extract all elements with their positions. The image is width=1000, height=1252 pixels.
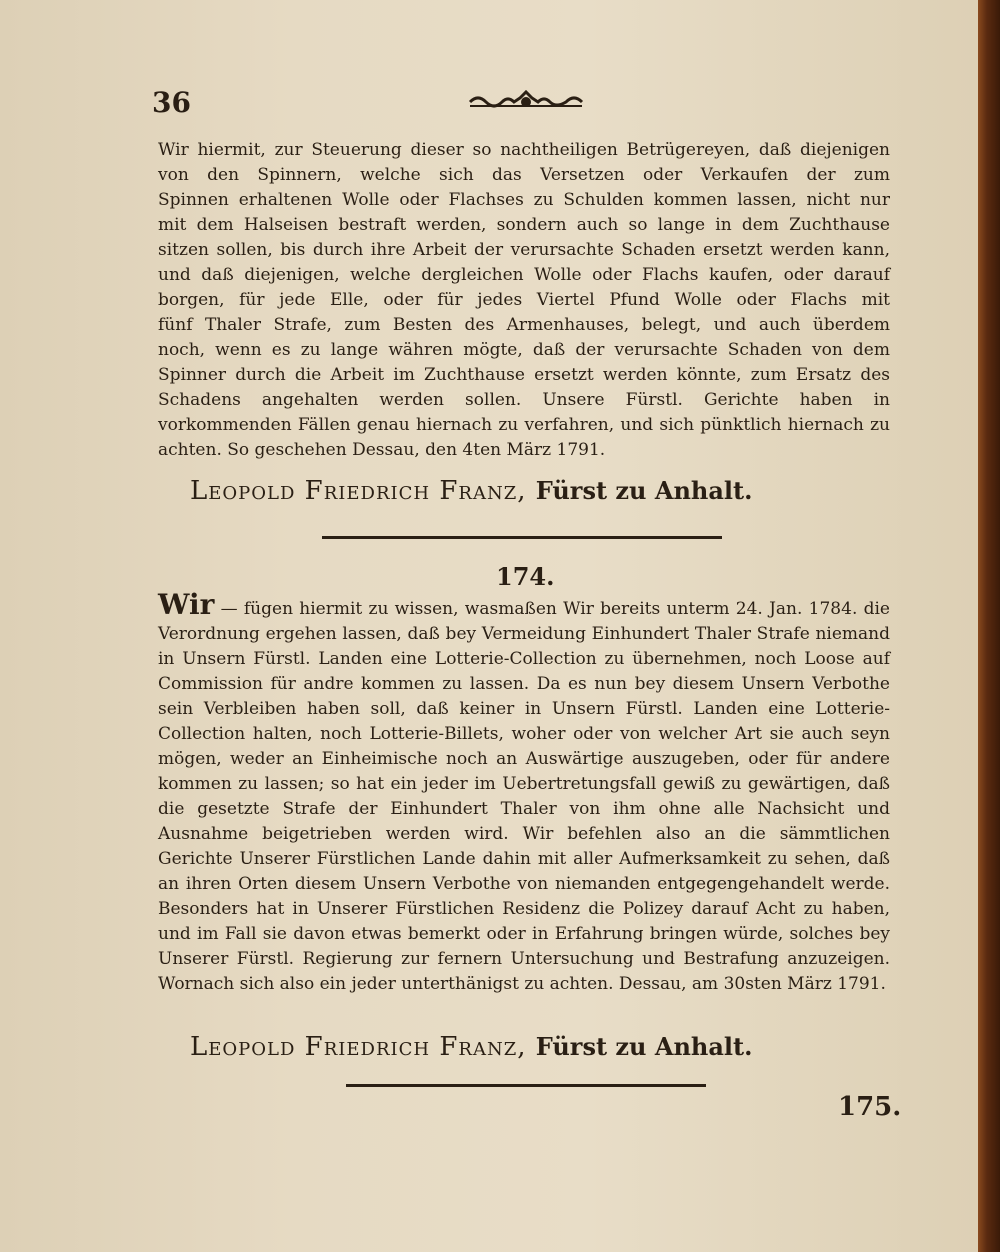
decree-body: — fügen hiermit zu wissen, wasmaßen Wir bereits unterm 24. Jan. 1784. die Verordnung ergehen lassen, daß bey Vermeidung Einhundert Thaler Strafe niemand in Unsern Fürstl. Landen eine Lotterie-Collection zu übernehmen, noch Loose auf Commission für andre kommen zu lassen. Da es nun bey diesem Unsern Verbothe sein Verbleiben haben soll, daß keiner in Unsern Fürstl. Landen eine Lotterie-Collection halten, noch Lotterie-Billets, woher oder von welcher Art sie auch seyn mögen, weder an Einheimische noch an Auswärtige auszugeben, oder für andere kommen zu lassen; so hat ein jeder im Uebertretungsfall gewiß zu gewärtigen, daß die gesetzte Strafe der Einhundert Thaler von ihm ohne alle Nachsicht und Ausnahme beigetrieben werden wird. Wir befehlen also an die sämmtlichen Gerichte Unserer Fürstlichen Lande dahin mit aller Aufmerksamkeit zu sehen, daß an ihren Orten diesem Unsern Verbothe von niemanden entgegengehandelt werde. Besonders hat in Unserer Fürstlichen Residenz die Polizey darauf Acht zu haben, und im Fall sie davon etwas bemerkt oder in Erfahrung bringen würde, solches bey Unserer Fürstl. Regierung zur fernern Untersuchung und Bestrafung anzuzeigen. Wornach sich also ein jeder unterthänigst zu achten. Dessau, am 30sten März 1791. — [158, 599, 890, 994]
section-divider — [322, 536, 722, 539]
text-line: Schadens angehalten werden sollen. Unsere Fürstl. Gerichte haben in vorkommenden Fällen genau hiernach zu verfahren, und sich pünktlich hiernach zu achten. So geschehen Dessau, den 4ten März 1791. — [158, 390, 890, 460]
section-divider — [346, 1084, 706, 1087]
text-line: Wir hiermit, zur Steuerung dieser so nachtheiligen Betrügereyen, daß diejenigen von den Spinnern, welche sich das Versetzen oder Verkaufen der zum — [158, 140, 890, 185]
decree-text-2 — [158, 588, 890, 997]
text-line: noch, wenn es zu lange währen mögte, daß der verursachte Schaden von dem — [158, 340, 890, 360]
text-line: sitzen sollen, bis durch ihre Arbeit der verursachte Schaden ersetzt werden kann, — [158, 240, 890, 260]
text-line: fünf Thaler Strafe, zum Besten des Armenhauses, belegt, und auch überdem — [158, 315, 890, 335]
header-ornament — [468, 88, 584, 112]
text-line: Spinner durch die Arbeit im Zuchthause ersetzt werden könnte, zum Ersatz des — [158, 365, 890, 385]
signature-name: Leopold Friedrich Franz, — [190, 476, 527, 506]
text-line: und daß diejenigen, welche dergleichen Wolle oder Flachs kaufen, oder darauf — [158, 265, 890, 285]
signature-name: Leopold Friedrich Franz, — [190, 1032, 527, 1062]
text-line: borgen, für jede Elle, oder für jedes Viertel Pfund Wolle oder Flachs mit — [158, 290, 890, 310]
opening-word: Wir — [158, 588, 215, 621]
signature-1 — [190, 476, 890, 506]
text-line: mit dem Halseisen bestraft werden, sondern auch so lange in dem Zuchthause — [158, 215, 890, 235]
decree-text-1 — [158, 138, 890, 463]
signature-title: Fürst zu Anhalt. — [535, 1032, 753, 1061]
catchword: 175. — [838, 1092, 902, 1122]
signature-2 — [190, 1032, 890, 1062]
text-line: Spinnen erhaltenen Wolle oder Flachses zu Schulden kommen lassen, nicht nur — [158, 190, 890, 210]
book-spine-edge — [978, 0, 1000, 1252]
section-number: 174. — [496, 562, 555, 591]
page-number: 36 — [152, 86, 191, 119]
signature-title: Fürst zu Anhalt. — [535, 476, 753, 505]
